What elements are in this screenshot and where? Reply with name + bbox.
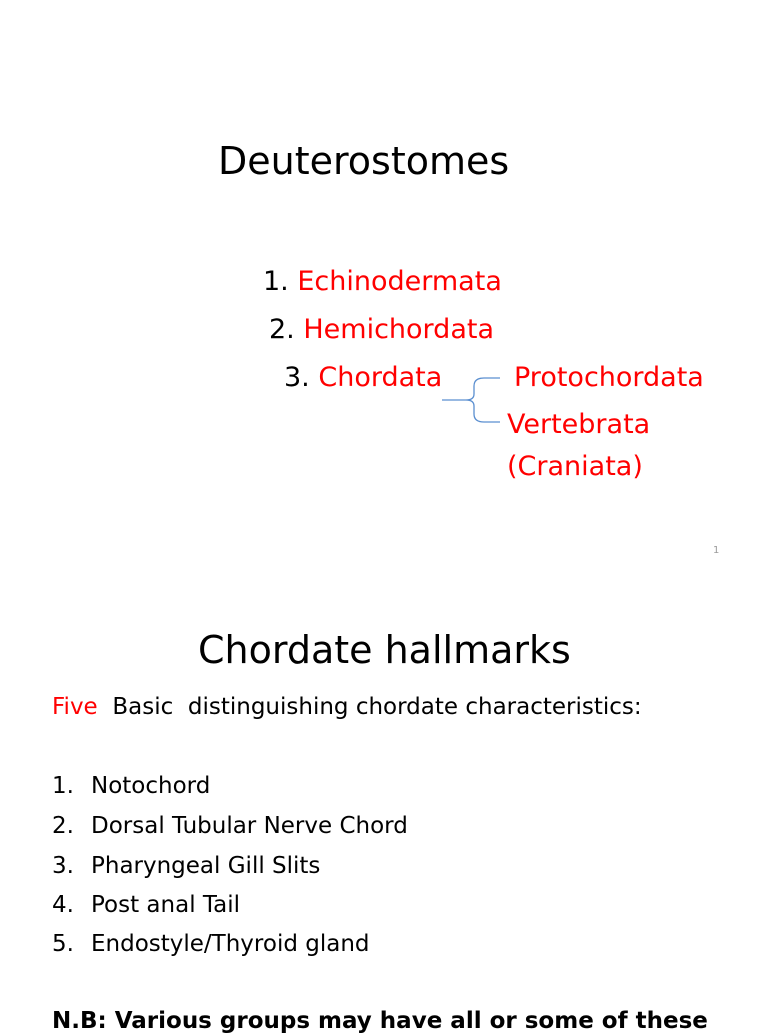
phylum-number: 2. bbox=[269, 314, 295, 345]
curly-brace-icon bbox=[440, 372, 502, 428]
list-item bbox=[52, 929, 370, 959]
list-number: 4. bbox=[52, 892, 74, 918]
subgroup-vertebrata: Vertebrata bbox=[507, 409, 651, 440]
list-text: Post anal Tail bbox=[91, 892, 241, 918]
list-item bbox=[52, 890, 240, 920]
phylum-name: Hemichordata bbox=[303, 314, 494, 345]
phylum-item bbox=[269, 313, 494, 347]
phylum-item bbox=[263, 265, 502, 299]
list-item bbox=[52, 771, 210, 801]
intro-highlight: Five bbox=[52, 694, 98, 720]
list-item bbox=[52, 851, 320, 881]
note-text: N.B: Various groups may have all or some of these bbox=[52, 1008, 708, 1034]
intro-text bbox=[52, 692, 642, 722]
phylum-name: Chordata bbox=[318, 362, 443, 393]
subgroup-craniata: (Craniata) bbox=[507, 451, 643, 482]
phylum-number: 3. bbox=[284, 362, 310, 393]
list-number: 3. bbox=[52, 853, 74, 879]
subgroup-protochordata: Protochordata bbox=[514, 362, 704, 393]
slide-title: Chordate hallmarks bbox=[198, 628, 571, 672]
slide-title: Deuterostomes bbox=[218, 139, 510, 183]
list-text: Pharyngeal Gill Slits bbox=[91, 853, 321, 879]
list-number: 2. bbox=[52, 813, 74, 839]
list-item bbox=[52, 811, 408, 841]
phylum-item bbox=[284, 361, 442, 395]
phylum-number: 1. bbox=[263, 266, 289, 297]
page-number: 1 bbox=[713, 545, 720, 556]
list-number: 5. bbox=[52, 931, 74, 957]
intro-rest: Basic distinguishing chordate characteristics: bbox=[112, 694, 642, 720]
list-text: Dorsal Tubular Nerve Chord bbox=[91, 813, 408, 839]
phylum-name: Echinodermata bbox=[297, 266, 502, 297]
list-text: Endostyle/Thyroid gland bbox=[91, 931, 370, 957]
list-text: Notochord bbox=[91, 773, 211, 799]
list-number: 1. bbox=[52, 773, 74, 799]
